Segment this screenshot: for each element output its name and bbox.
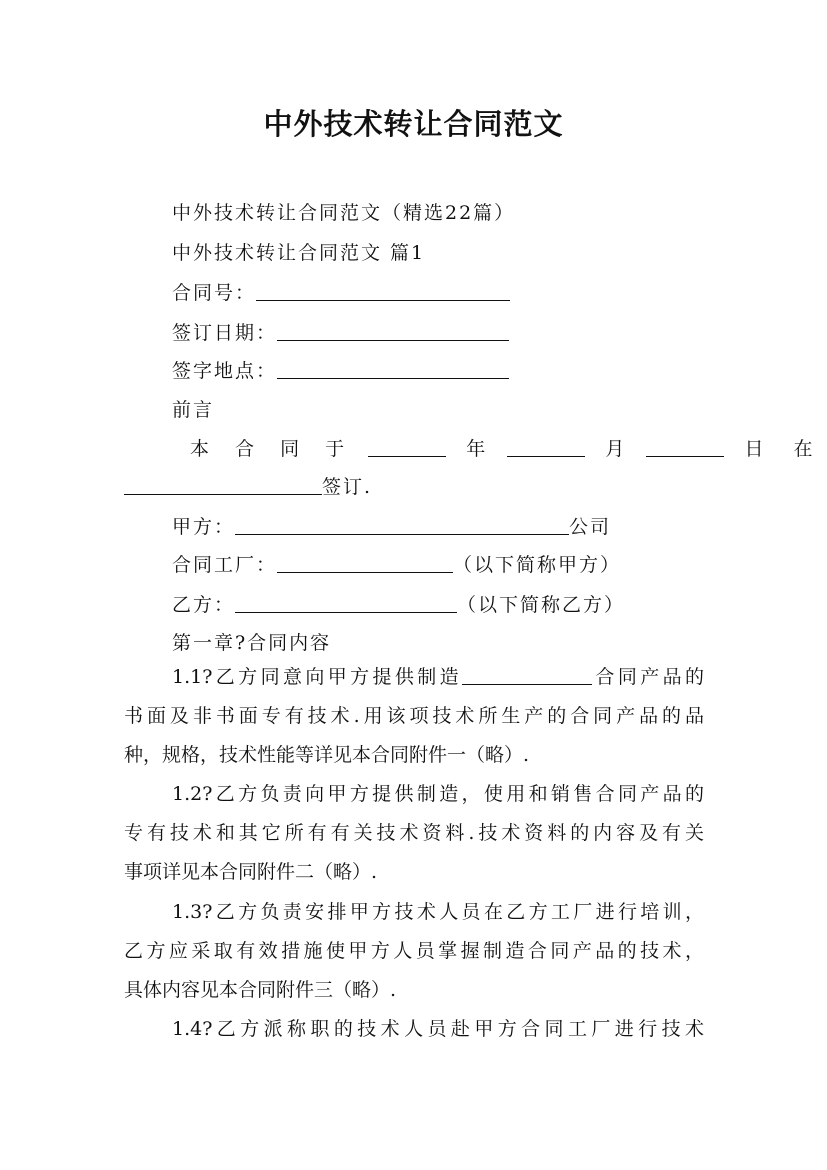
- sign-place-blank: [277, 377, 509, 379]
- clause-1-2: [124, 775, 704, 892]
- party-b-label: 乙方：: [172, 594, 236, 616]
- clause-1-2-line-1: 1.2?乙方负责向甲方提供制造，使用和销售合同产品的: [172, 783, 704, 805]
- party-a-blank: [235, 533, 569, 535]
- clause-1-4: [124, 1010, 704, 1049]
- day-blank: [646, 455, 724, 457]
- contract-no-line: [172, 278, 510, 305]
- sign-date-line: [172, 318, 509, 345]
- document-subtitle: 中外技术转让合同范文（精选22篇）: [172, 202, 516, 224]
- sign-place-label: 签字地点：: [172, 360, 278, 382]
- year-label: 年: [466, 438, 488, 460]
- document-title: 中外技术转让合同范文: [263, 107, 564, 141]
- factory-label: 合同工厂：: [172, 554, 278, 576]
- contract-no-blank: [256, 299, 510, 301]
- party-b-suffix: （以下简称乙方）: [457, 594, 626, 616]
- sign-date-sentence: [190, 434, 824, 461]
- clause-1-4-line-1: 1.4?乙方派称职的技术人员赴甲方合同工厂进行技术: [172, 1018, 704, 1040]
- signed-line: [124, 472, 372, 499]
- chapter-1-title: 第一章?合同内容: [172, 632, 332, 654]
- factory-suffix: （以下简称甲方）: [453, 554, 622, 576]
- clause-1-1: [124, 658, 704, 775]
- clause-1-3-line-1: 1.3?乙方负责安排甲方技术人员在乙方工厂进行培训，: [172, 901, 704, 923]
- product-blank: [462, 683, 592, 685]
- party-b-blank: [235, 611, 457, 613]
- day-label: 日 在: [744, 438, 825, 460]
- clause-1-1-text-a: 1.1?乙方同意向甲方提供制造: [172, 666, 463, 688]
- clause-1-3-line-3: 具体内容见本合同附件三（略）.: [124, 979, 397, 1001]
- party-a-label: 甲方：: [172, 516, 236, 538]
- clause-1-3-line-2: 乙方应采取有效措施使甲方人员掌握制造合同产品的技术，: [124, 940, 704, 962]
- factory-line: [172, 550, 621, 577]
- year-blank: [368, 455, 446, 457]
- signed-label: 签订.: [322, 476, 373, 498]
- clause-1-3: [124, 893, 704, 1010]
- clause-1-2-line-2: 专有技术和其它所有有关技术资料.技术资料的内容及有关: [124, 822, 704, 844]
- sign-place-line: [172, 356, 509, 383]
- factory-blank: [277, 571, 453, 573]
- month-label: 月: [605, 438, 627, 460]
- clause-1-1-line-2: 书面及非书面专有技术.用该项技术所生产的合同产品的品: [124, 705, 704, 727]
- party-a-line: [172, 512, 611, 539]
- preface-label: 前言: [172, 399, 215, 421]
- sign-date-label: 签订日期：: [172, 322, 278, 344]
- party-a-suffix: 公司: [569, 516, 612, 538]
- clause-1-1-line-3: 种，规格，技术性能等详见本合同附件一（略）.: [124, 744, 530, 766]
- clause-1-1-line-1: [124, 658, 704, 697]
- contract-no-label: 合同号：: [172, 282, 257, 304]
- clause-1-1-text-b: 合同产品的: [592, 666, 704, 688]
- month-blank: [507, 455, 585, 457]
- sign-date-blank: [277, 339, 509, 341]
- sign-intro: 本 合 同 于: [190, 438, 355, 460]
- signed-place-blank: [124, 493, 322, 495]
- clause-1-2-line-3: 事项详见本合同附件二（略）.: [124, 861, 378, 883]
- section-title: 中外技术转让合同范文 篇1: [172, 242, 426, 264]
- party-b-line: [172, 590, 625, 617]
